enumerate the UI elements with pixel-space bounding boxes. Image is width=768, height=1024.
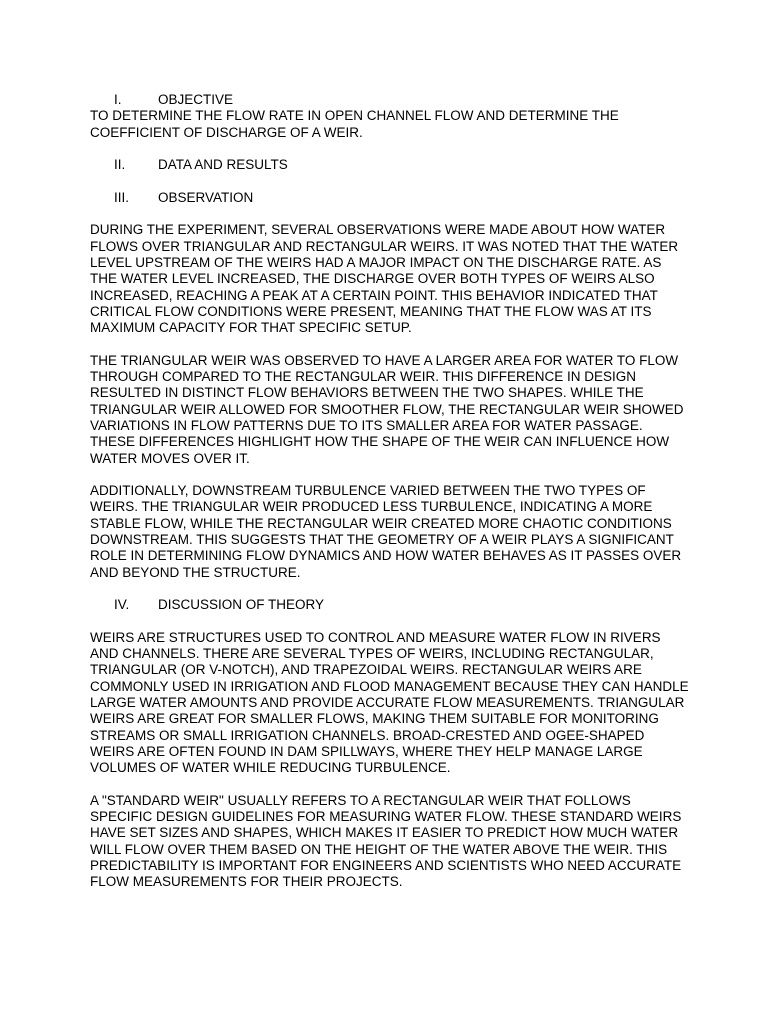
discussion-paragraph: A "STANDARD WEIR" USUALLY REFERS TO A RECTANGULAR WEIR THAT FOLLOWS SPECIFIC DESIGN GUIDELINES FOR MEASURING WATER FLOW. THESE STANDARD WEIRS HAVE SET SIZES AND SHAPES, WHICH MAKES IT EASIER TO PREDICT HOW MUCH WATER WILL FLOW OVER THEM BASED ON THE HEIGHT OF THE WATER ABOVE THE WEIR. THIS PREDICTABILITY IS IMPORTANT FOR ENGINEERS AND SCIENTISTS WHO NEED ACCURATE FLOW MEASUREMENTS FOR THEIR PROJECTS. <box>90 792 682 890</box>
observation-paragraph: THE TRIANGULAR WEIR WAS OBSERVED TO HAVE A LARGER AREA FOR WATER TO FLOW THROUGH COMPARED TO THE RECTANGULAR WEIR. THIS DIFFERENCE IN DESIGN RESULTED IN DISTINCT FLOW BEHAVIORS BETWEEN THE TWO SHAPES. WHILE THE TRIANGULAR WEIR ALLOWED FOR SMOOTHER FLOW, THE RECTANGULAR WEIR SHOWED VARIATIONS IN FLOW PATTERNS DUE TO ITS SMALLER AREA FOR WATER PASSAGE. THESE DIFFERENCES HIGHLIGHT HOW THE SHAPE OF THE WEIR CAN INFLUENCE HOW WATER MOVES OVER IT. <box>90 352 684 466</box>
section-number: IV. <box>114 597 130 613</box>
section-title: DATA AND RESULTS <box>158 157 288 173</box>
observation-paragraph: ADDITIONALLY, DOWNSTREAM TURBULENCE VARIED BETWEEN THE TWO TYPES OF WEIRS. THE TRIANGULAR WEIR PRODUCED LESS TURBULENCE, INDICATING A MORE STABLE FLOW, WHILE THE RECTANGULAR WEIR CREATED MORE CHAOTIC CONDITIONS DOWNSTREAM. THIS SUGGESTS THAT THE GEOMETRY OF A WEIR PLAYS A SIGNIFICANT ROLE IN DETERMINING FLOW DYNAMICS AND HOW WATER BEHAVES AS IT PASSES OVER AND BEYOND THE STRUCTURE. <box>90 483 682 580</box>
section-heading-discussion <box>90 597 690 613</box>
section-heading-objective <box>90 92 690 108</box>
section-number: II. <box>114 157 126 173</box>
discussion-paragraph: WEIRS ARE STRUCTURES USED TO CONTROL AND MEASURE WATER FLOW IN RIVERS AND CHANNELS. THERE ARE SEVERAL TYPES OF WEIRS, INCLUDING RECTANGULAR, TRIANGULAR (OR V-NOTCH), AND TRAPEZOIDAL WEIRS. RECTANGULAR WEIRS ARE COMMONLY USED IN IRRIGATION AND FLOOD MANAGEMENT BECAUSE THEY CAN HANDLE LARGE WATER AMOUNTS AND PROVIDE ACCURATE FLOW MEASUREMENTS. TRIANGULAR WEIRS ARE GREAT FOR SMALLER FLOWS, MAKING THEM SUITABLE FOR MONITORING STREAMS OR SMALL IRRIGATION CHANNELS. BROAD-CRESTED AND OGEE-SHAPED WEIRS ARE OFTEN FOUND IN DAM SPILLWAYS, WHERE THEY HELP MANAGE LARGE VOLUMES OF WATER WHILE REDUCING TURBULENCE. <box>90 629 689 776</box>
observation-paragraph: DURING THE EXPERIMENT, SEVERAL OBSERVATIONS WERE MADE ABOUT HOW WATER FLOWS OVER TRIANGULAR AND RECTANGULAR WEIRS. IT WAS NOTED THAT THE WATER LEVEL UPSTREAM OF THE WEIRS HAD A MAJOR IMPACT ON THE DISCHARGE RATE. AS THE WATER LEVEL INCREASED, THE DISCHARGE OVER BOTH TYPES OF WEIRS ALSO INCREASED, REACHING A PEAK AT A CERTAIN POINT. THIS BEHAVIOR INDICATED THAT CRITICAL FLOW CONDITIONS WERE PRESENT, MEANING THAT THE FLOW WAS AT ITS MAXIMUM CAPACITY FOR THAT SPECIFIC SETUP. <box>90 222 679 336</box>
section-heading-data-results <box>90 157 690 173</box>
section-heading-observation <box>90 190 690 206</box>
section-number: III. <box>114 189 130 205</box>
document-page <box>90 92 690 891</box>
objective-text: TO DETERMINE THE FLOW RATE IN OPEN CHANNEL FLOW AND DETERMINE THE COEFFICIENT OF DISCHARGE OF A WEIR. <box>90 108 619 140</box>
section-title: OBSERVATION <box>158 189 254 205</box>
section-number: I. <box>114 92 122 107</box>
section-title: OBJECTIVE <box>158 92 234 107</box>
section-title: DISCUSSION OF THEORY <box>158 597 325 613</box>
